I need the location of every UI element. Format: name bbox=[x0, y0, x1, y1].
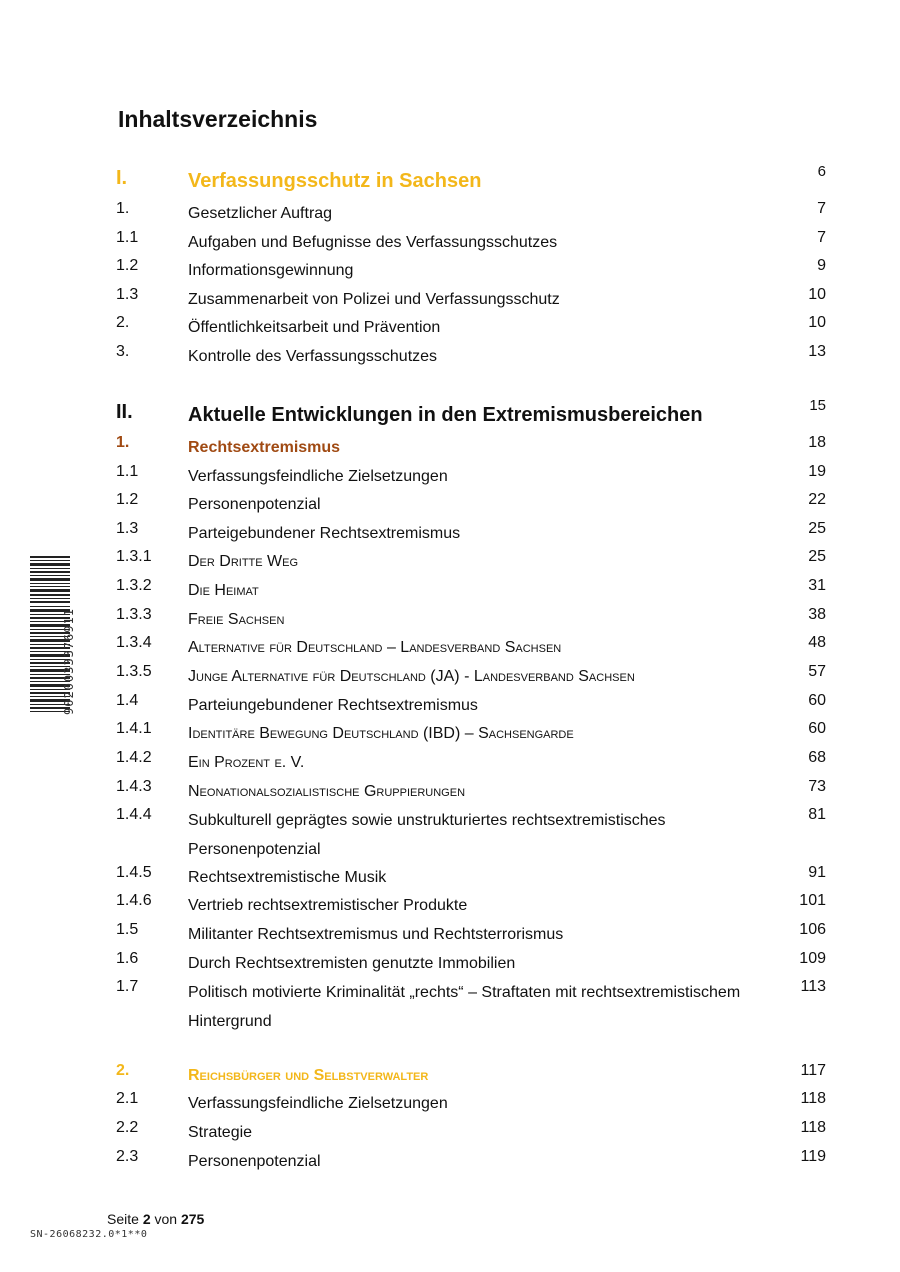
toc-page: 73 bbox=[808, 778, 826, 795]
toc-number: 1.2 bbox=[116, 491, 139, 508]
toc-page: 48 bbox=[808, 634, 826, 651]
toc-entry[interactable] bbox=[0, 720, 900, 748]
toc-title: Junge Alternative für Deutschland (JA) - Landesverband Sachsen bbox=[188, 668, 635, 685]
toc-page: 60 bbox=[808, 720, 826, 737]
toc-title: Ein Prozent e. V. bbox=[188, 754, 305, 771]
toc-number: 1.1 bbox=[116, 229, 139, 246]
toc-page: 25 bbox=[808, 548, 826, 565]
page-footer bbox=[107, 1211, 204, 1227]
toc-entry[interactable] bbox=[0, 314, 900, 342]
toc-entry[interactable] bbox=[0, 692, 900, 720]
toc-number: 1.4.3 bbox=[116, 778, 152, 795]
toc-title: Reichsbürger und Selbstverwalter bbox=[188, 1067, 429, 1084]
toc-title: Gesetzlicher Auftrag bbox=[188, 205, 333, 222]
toc-entry[interactable] bbox=[0, 778, 900, 806]
toc-number: 1.4 bbox=[116, 692, 139, 709]
toc-page: 68 bbox=[808, 749, 826, 766]
toc-section-2[interactable] bbox=[0, 397, 900, 429]
toc-title: Militanter Rechtsextremismus und Rechtsterrorismus bbox=[188, 926, 564, 943]
toc-number: 2.3 bbox=[116, 1148, 139, 1165]
toc-title: Informationsgewinnung bbox=[188, 262, 354, 279]
toc-number: 1.7 bbox=[116, 978, 139, 995]
toc-title: Neonationalsozialistische Gruppierungen bbox=[188, 783, 466, 800]
toc-entry[interactable] bbox=[0, 520, 900, 548]
toc-title: Freie Sachsen bbox=[188, 611, 285, 628]
toc-title: Rechtsextremismus bbox=[188, 439, 341, 456]
footer-middle: von bbox=[154, 1211, 178, 1227]
toc-page: 60 bbox=[808, 692, 826, 709]
toc-entry[interactable] bbox=[0, 892, 900, 920]
toc-page: 7 bbox=[817, 200, 826, 217]
toc-page: 81 bbox=[808, 806, 826, 823]
toc-number: 1.4.2 bbox=[116, 749, 152, 766]
toc-entry[interactable] bbox=[0, 921, 900, 949]
toc-title: Identitäre Bewegung Deutschland (IBD) – Sachsengarde bbox=[188, 725, 574, 742]
toc-number: 1.3.3 bbox=[116, 606, 152, 623]
toc-title: Personenpotenzial bbox=[188, 1153, 321, 1170]
toc-page: 22 bbox=[808, 491, 826, 508]
toc-title: Aufgaben und Befugnisse des Verfassungsschutzes bbox=[188, 234, 558, 251]
toc-number: 1.3.4 bbox=[116, 634, 152, 651]
toc-number: 2.1 bbox=[116, 1090, 139, 1107]
toc-title: Politisch motivierte Kriminalität „rechts“ – Straftaten mit rechtsextremistischem Hintergrund bbox=[188, 984, 741, 1030]
toc-number: 1.3 bbox=[116, 286, 139, 303]
document-id: SN-26068232.0*1**0 bbox=[30, 1229, 148, 1240]
toc-entry[interactable] bbox=[0, 950, 900, 978]
toc-number: 1.3.5 bbox=[116, 663, 152, 680]
toc-number: 1.4.5 bbox=[116, 864, 152, 881]
toc-number: 1.5 bbox=[116, 921, 139, 938]
toc-entry[interactable] bbox=[0, 548, 900, 576]
toc-number: 1.4.6 bbox=[116, 892, 152, 909]
toc-chapter-reichsbuerger[interactable] bbox=[0, 1062, 900, 1090]
toc-title: Parteigebundener Rechtsextremismus bbox=[188, 525, 461, 542]
toc-title: Parteiungebundener Rechtsextremismus bbox=[188, 697, 478, 714]
toc-title: Verfassungsfeindliche Zielsetzungen bbox=[188, 1095, 448, 1112]
toc-entry[interactable] bbox=[0, 978, 900, 1030]
toc-entry[interactable] bbox=[0, 257, 900, 285]
toc-entry[interactable] bbox=[0, 1148, 900, 1176]
toc-page: 25 bbox=[808, 520, 826, 537]
toc-number: 2. bbox=[116, 1062, 130, 1079]
toc-number: II. bbox=[116, 401, 133, 423]
toc-entry[interactable] bbox=[0, 577, 900, 605]
toc-page: 113 bbox=[800, 978, 826, 995]
toc-page: 117 bbox=[800, 1062, 826, 1079]
barcode-number: 9020033376911 bbox=[62, 608, 76, 715]
toc-entry[interactable] bbox=[0, 229, 900, 257]
toc-page: 18 bbox=[808, 434, 826, 451]
toc-page: 9 bbox=[817, 257, 826, 274]
toc-page: 10 bbox=[808, 286, 826, 303]
toc-section-1[interactable] bbox=[0, 163, 900, 195]
toc-page: 19 bbox=[808, 463, 826, 480]
toc-number: 1.2 bbox=[116, 257, 139, 274]
toc-title: Verfassungsfeindliche Zielsetzungen bbox=[188, 468, 448, 485]
toc-entry[interactable] bbox=[0, 343, 900, 371]
toc-title: Vertrieb rechtsextremistischer Produkte bbox=[188, 897, 468, 914]
toc-number: 1. bbox=[116, 434, 130, 451]
footer-current-page: 2 bbox=[142, 1211, 151, 1227]
toc-entry[interactable] bbox=[0, 200, 900, 228]
toc-title: Personenpotenzial bbox=[188, 496, 321, 513]
toc-title: Öffentlichkeitsarbeit und Prävention bbox=[188, 319, 441, 336]
toc-number: 2.2 bbox=[116, 1119, 139, 1136]
toc-number: 2. bbox=[116, 314, 130, 331]
toc-title: Alternative für Deutschland – Landesverband Sachsen bbox=[188, 639, 562, 656]
toc-entry[interactable] bbox=[0, 286, 900, 314]
toc-page: 38 bbox=[808, 606, 826, 623]
toc-chapter-rechtsextremismus[interactable] bbox=[0, 434, 900, 462]
toc-title: Die Heimat bbox=[188, 582, 259, 599]
toc-entry[interactable] bbox=[0, 864, 900, 892]
toc-title: Subkulturell geprägtes sowie unstrukturiertes rechtsextremistisches Personenpotenzial bbox=[188, 812, 666, 858]
toc-title: Verfassungsschutz in Sachsen bbox=[188, 170, 482, 192]
toc-entry[interactable] bbox=[0, 634, 900, 662]
toc-entry[interactable] bbox=[0, 606, 900, 634]
toc-number: 1.3 bbox=[116, 520, 139, 537]
footer-prefix: Seite bbox=[107, 1211, 139, 1227]
toc-page: 10 bbox=[808, 314, 826, 331]
toc-number: 3. bbox=[116, 343, 130, 360]
toc-title: Rechtsextremistische Musik bbox=[188, 869, 387, 886]
toc-entry[interactable] bbox=[0, 463, 900, 491]
toc-number: 1. bbox=[116, 200, 130, 217]
toc-title: Der Dritte Weg bbox=[188, 553, 299, 570]
toc-page: 106 bbox=[799, 921, 826, 938]
toc-page: 7 bbox=[817, 229, 826, 246]
toc-title: Kontrolle des Verfassungsschutzes bbox=[188, 348, 438, 365]
toc-number: I. bbox=[116, 167, 128, 189]
toc-number: 1.3.2 bbox=[116, 577, 152, 594]
toc-page: 57 bbox=[808, 663, 826, 680]
toc-entry[interactable] bbox=[0, 806, 900, 858]
toc-title: Durch Rechtsextremisten genutzte Immobilien bbox=[188, 955, 516, 972]
toc-number: 1.4.1 bbox=[116, 720, 152, 737]
toc-page: 6 bbox=[817, 163, 826, 180]
toc-number: 1.3.1 bbox=[116, 548, 152, 565]
toc-number: 1.4.4 bbox=[116, 806, 152, 823]
toc-number: 1.6 bbox=[116, 950, 139, 967]
toc-number: 1.1 bbox=[116, 463, 139, 480]
toc-entry[interactable] bbox=[0, 1090, 900, 1118]
toc-entry[interactable] bbox=[0, 663, 900, 691]
page-title: Inhaltsverzeichnis bbox=[118, 106, 318, 132]
toc-title: Aktuelle Entwicklungen in den Extremismusbereichen bbox=[188, 404, 703, 426]
toc-title: Zusammenarbeit von Polizei und Verfassungsschutz bbox=[188, 291, 560, 308]
toc-entry[interactable] bbox=[0, 1119, 900, 1147]
toc-page: 31 bbox=[808, 577, 826, 594]
toc-entry[interactable] bbox=[0, 491, 900, 519]
toc-page: 119 bbox=[800, 1148, 826, 1165]
toc-entry[interactable] bbox=[0, 749, 900, 777]
toc-page: 118 bbox=[800, 1119, 826, 1136]
toc-page: 91 bbox=[808, 864, 826, 881]
footer-total-pages: 275 bbox=[180, 1211, 205, 1227]
toc-page: 15 bbox=[809, 397, 826, 414]
toc-title: Strategie bbox=[188, 1124, 253, 1141]
toc-page: 109 bbox=[799, 950, 826, 967]
toc-page: 13 bbox=[808, 343, 826, 360]
toc-page: 118 bbox=[800, 1090, 826, 1107]
toc-page: 101 bbox=[799, 892, 826, 909]
